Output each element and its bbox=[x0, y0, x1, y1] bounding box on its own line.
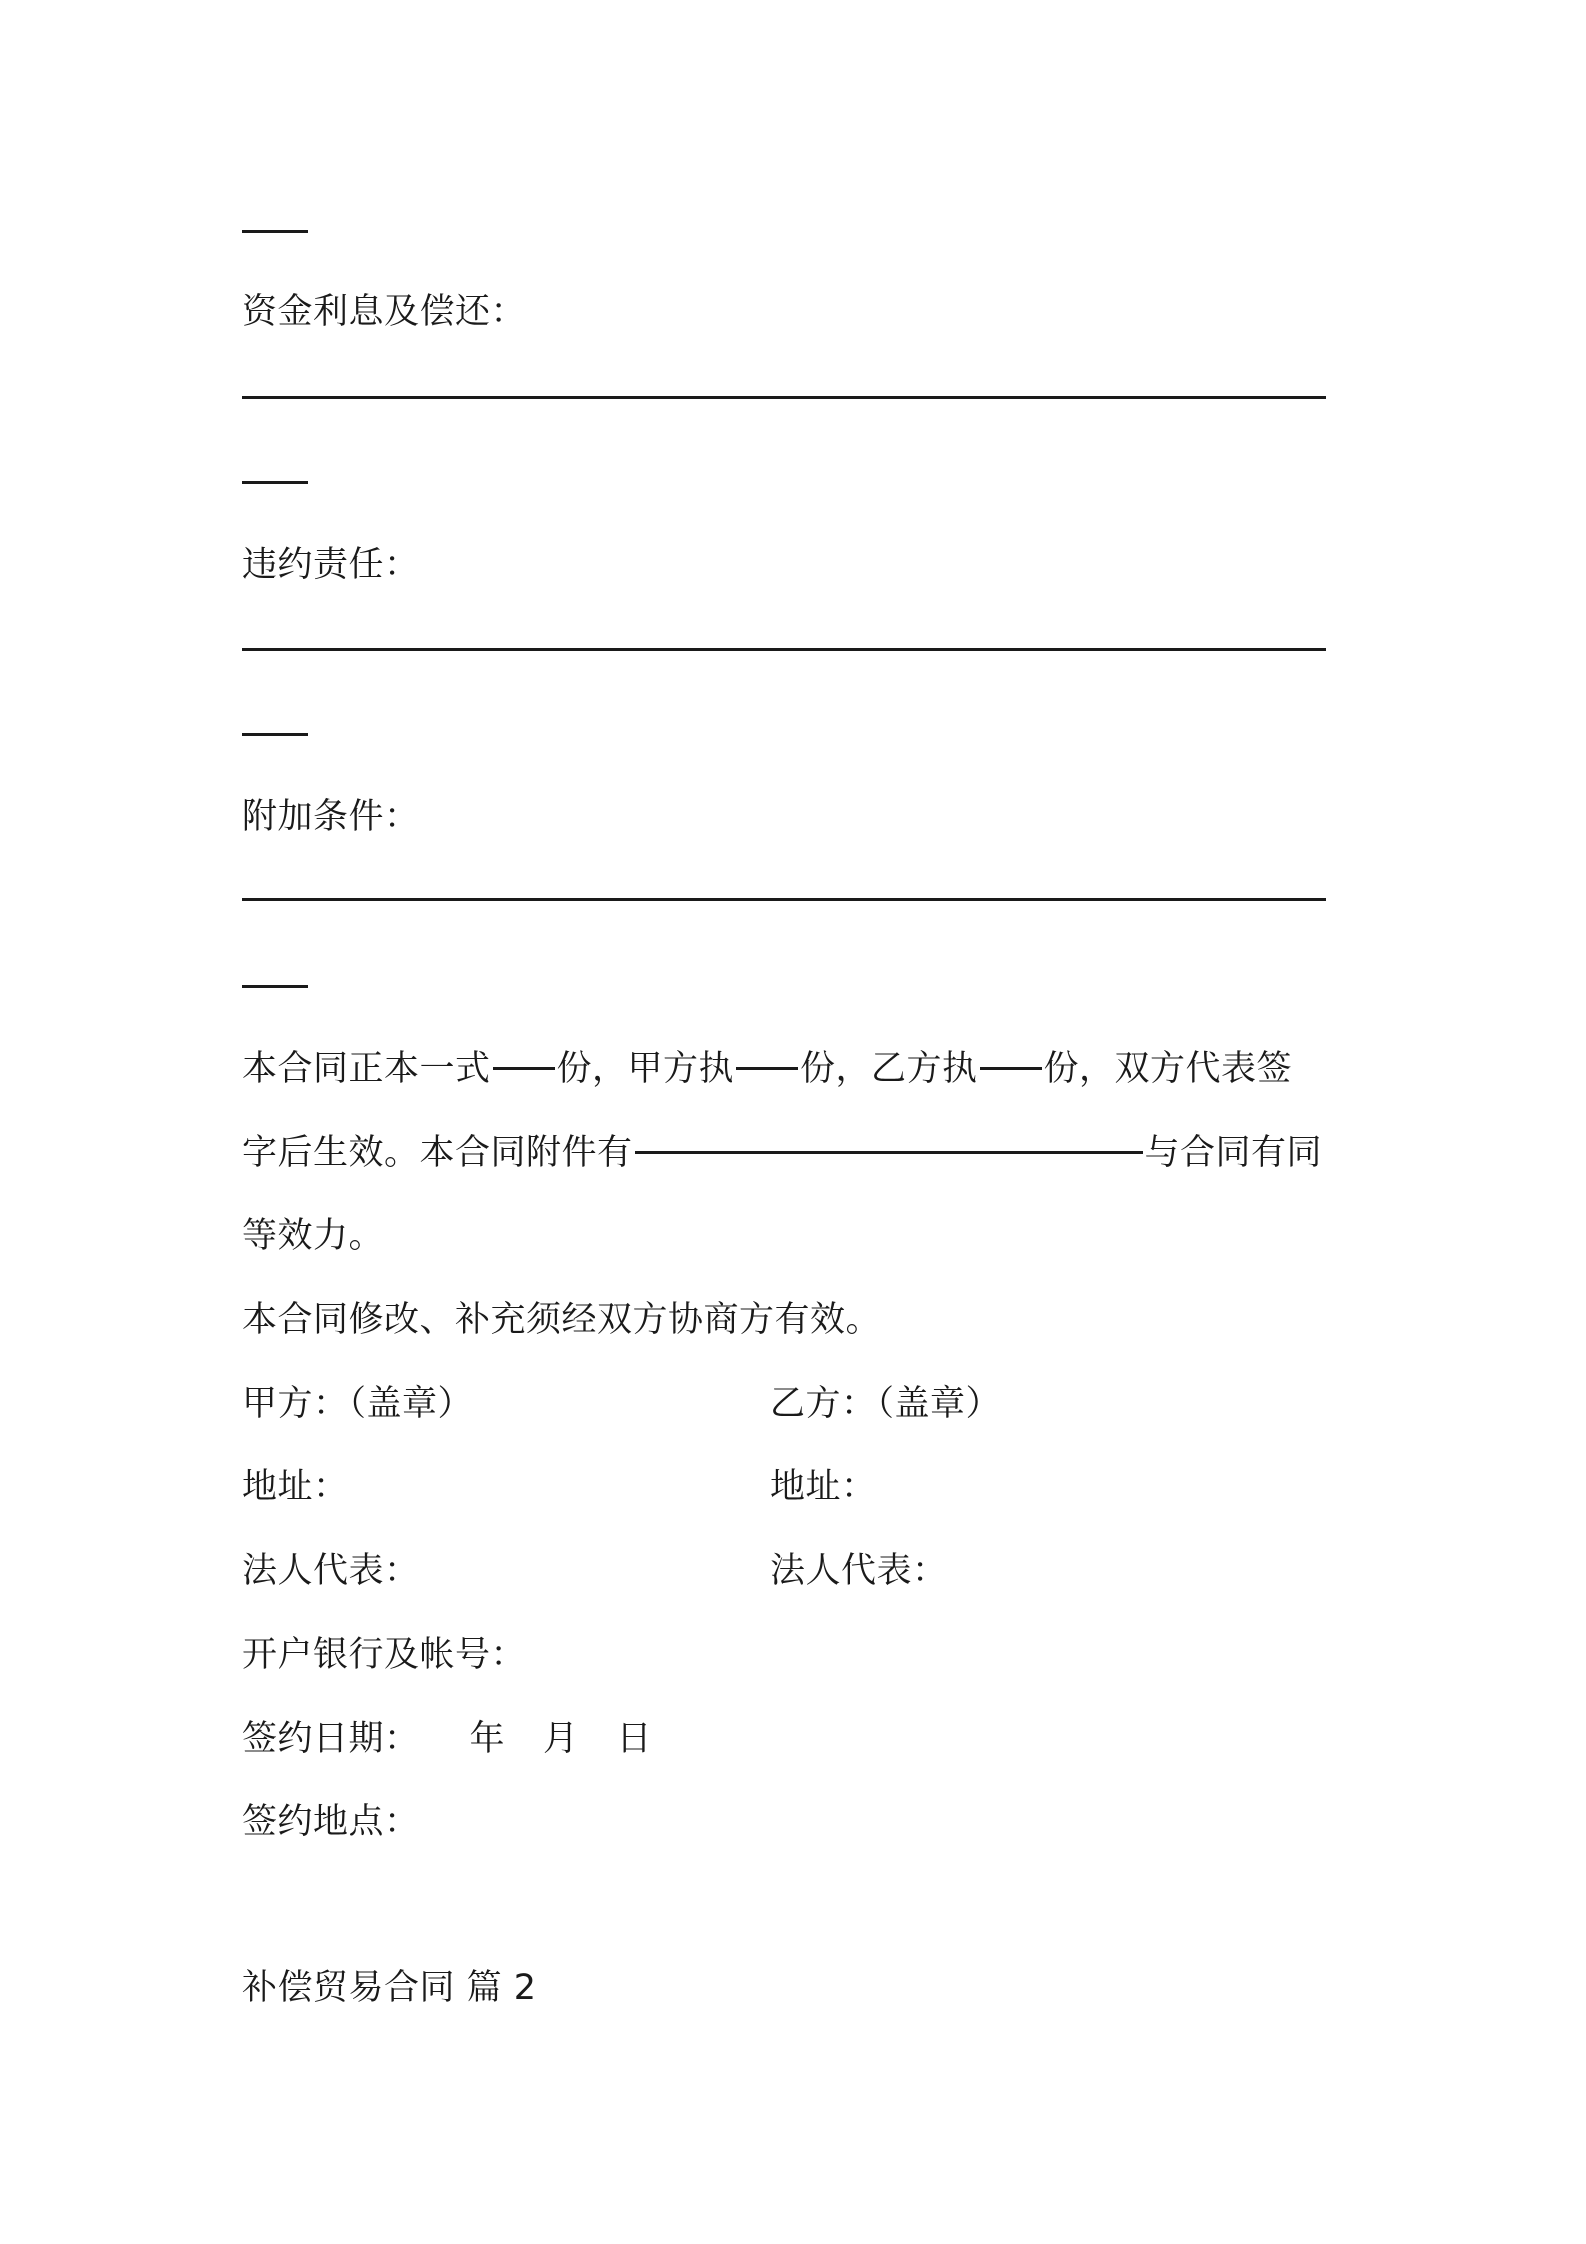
party-b-seal-label: 乙方：（盖章） bbox=[770, 1384, 1002, 1424]
sign-date-day: 日 bbox=[616, 1719, 653, 1759]
clause-copies-text: 本合同正本一式 bbox=[242, 1049, 491, 1089]
sign-date-year: 年 bbox=[469, 1719, 506, 1759]
section-label-funds-interest: 资金利息及偿还： bbox=[242, 292, 527, 332]
blank-line-funds-interest bbox=[242, 396, 1326, 399]
clause-copies-text: 与合同有同 bbox=[1144, 1133, 1323, 1173]
blank-line-conditions bbox=[242, 898, 1326, 901]
bank-account-label: 开户银行及帐号： bbox=[242, 1635, 527, 1675]
blank-copies-total bbox=[493, 1067, 555, 1070]
blank-line-conditions-cont bbox=[242, 985, 308, 988]
sign-place-label: 签约地点： bbox=[242, 1802, 420, 1842]
party-b-rep-label: 法人代表： bbox=[770, 1551, 948, 1591]
clause-copies-text: 份，乙方执 bbox=[800, 1049, 978, 1089]
party-a-seal-label: 甲方：（盖章） bbox=[242, 1384, 474, 1424]
party-a-rep-label: 法人代表： bbox=[242, 1551, 420, 1591]
section-label-breach: 违约责任： bbox=[242, 545, 420, 585]
clause-copies-text: 份，甲方执 bbox=[556, 1049, 735, 1089]
sign-date-month: 月 bbox=[543, 1719, 579, 1759]
blank-attachments bbox=[635, 1151, 1143, 1154]
blank-copies-party-b bbox=[980, 1067, 1042, 1070]
clause-copies-line-3: 等效力。 bbox=[242, 1216, 385, 1256]
sign-date-line bbox=[242, 1715, 652, 1763]
clause-copies-text: 份，双方代表签 bbox=[1043, 1049, 1293, 1089]
party-b-address-label: 地址： bbox=[770, 1467, 877, 1507]
next-contract-title: 补偿贸易合同 篇 2 bbox=[242, 1968, 537, 2008]
sign-date-label: 签约日期： bbox=[242, 1719, 420, 1759]
blank-line-breach-cont bbox=[242, 733, 308, 736]
clause-copies-line-1 bbox=[242, 1045, 1292, 1093]
blank-line-continuation bbox=[242, 230, 308, 233]
clause-copies-text: 字后生效。本合同附件有 bbox=[242, 1133, 633, 1173]
blank-line-funds-interest-cont bbox=[242, 481, 308, 484]
blank-line-breach bbox=[242, 648, 1326, 651]
section-label-conditions: 附加条件： bbox=[242, 797, 420, 837]
blank-copies-party-a bbox=[736, 1067, 798, 1070]
party-a-address-label: 地址： bbox=[242, 1467, 349, 1507]
clause-amend: 本合同修改、补充须经双方协商方有效。 bbox=[242, 1300, 882, 1340]
clause-copies-line-2 bbox=[242, 1129, 1322, 1177]
